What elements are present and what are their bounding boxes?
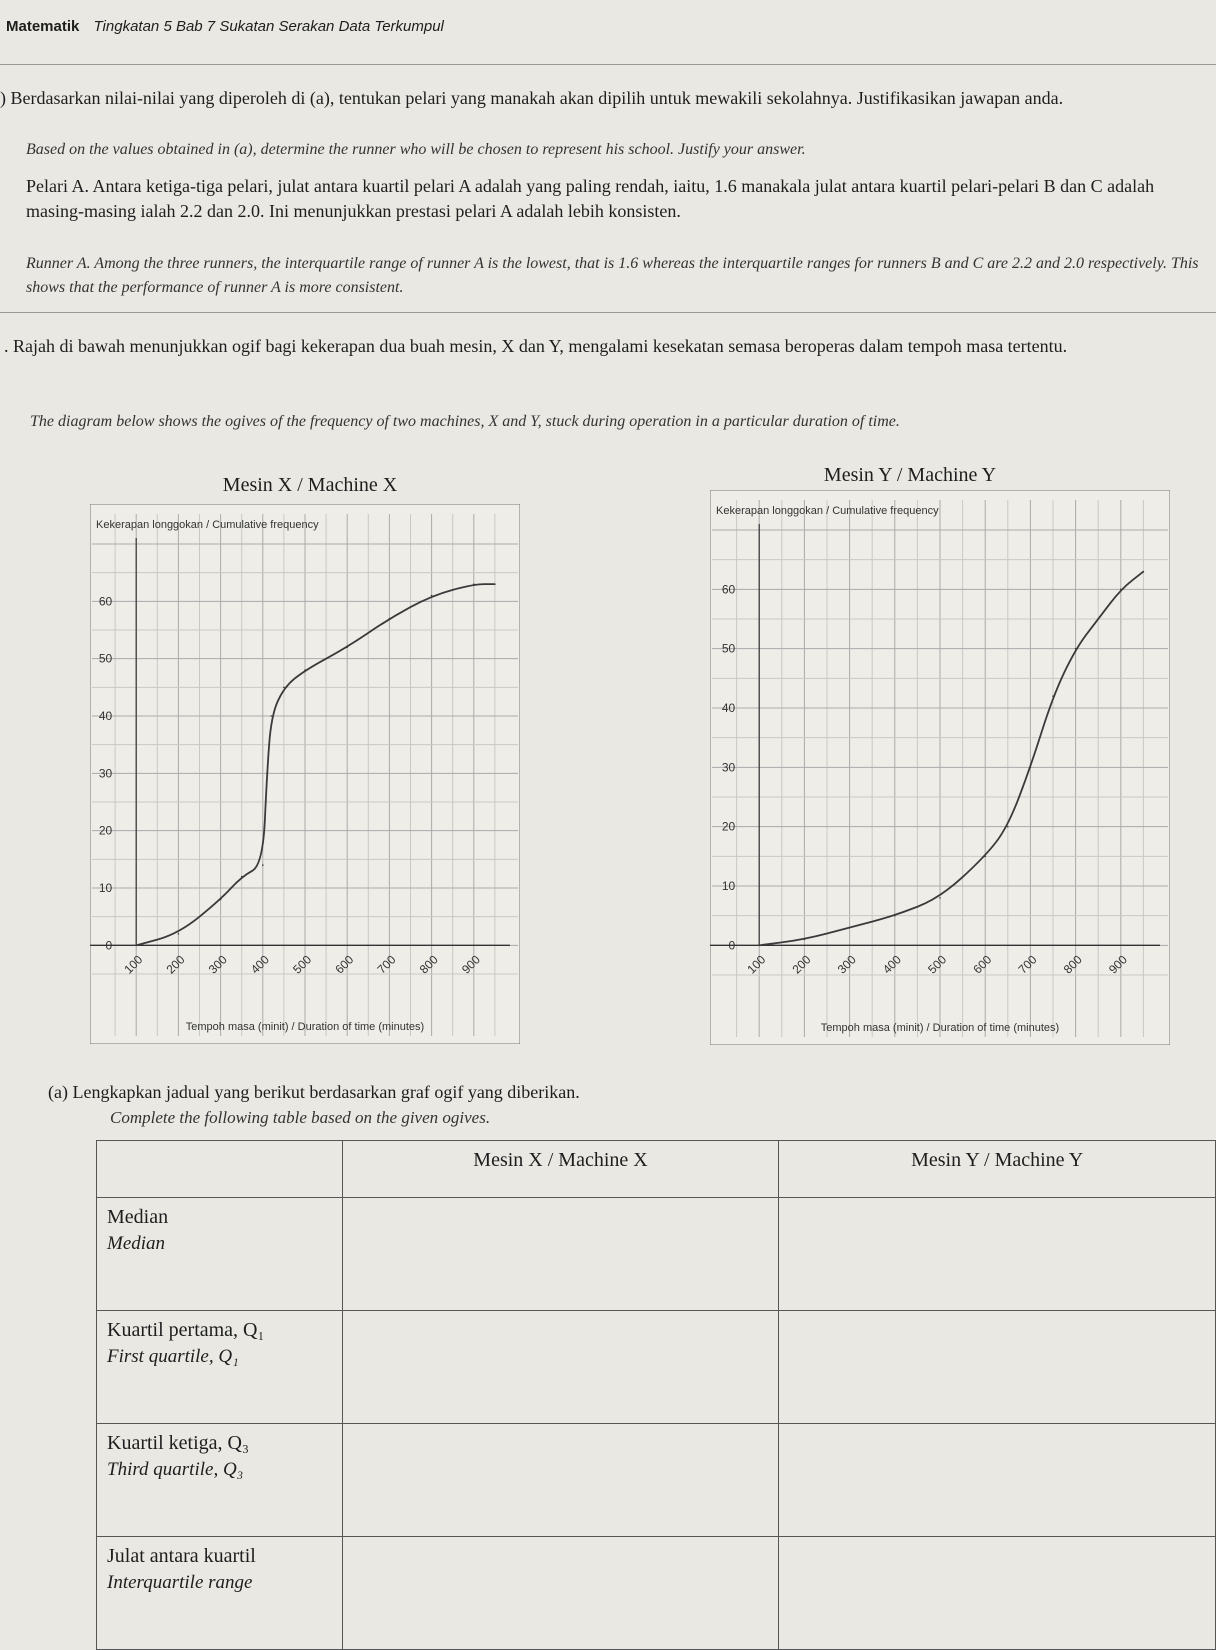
table-header-machine-y: Mesin Y / Machine Y: [779, 1141, 1216, 1198]
x-tick-label: 600: [332, 952, 357, 977]
table-corner: [97, 1141, 343, 1198]
y-tick-label: 40: [721, 701, 736, 715]
data-point: [431, 595, 433, 597]
data-point: [135, 945, 137, 947]
x-tick-label: 600: [970, 952, 995, 977]
data-point: [1030, 767, 1032, 769]
data-point: [1052, 695, 1054, 697]
x-tick-label: 100: [744, 952, 769, 977]
x-tick-label: 400: [247, 952, 273, 977]
y-tick-label: 10: [721, 879, 736, 893]
x-tick-label: 700: [374, 952, 399, 977]
y-tick-label: 40: [98, 709, 113, 723]
divider: [0, 312, 1216, 313]
data-point: [1097, 618, 1099, 620]
x-tick-label: 200: [163, 952, 188, 977]
answer-cell-x-q1[interactable]: [342, 1311, 779, 1424]
table-header-machine-x: Mesin X / Machine X: [342, 1141, 779, 1198]
part-b-answer-en: Runner A. Among the three runners, the interquartile range of runner A is the lowest, that is 1.6 whereas the interquartile ranges for runners B and C are 2.2 and 2.0 respectively. This shows that the performance of runner A is more consistent.: [26, 255, 1199, 296]
answer-table: [96, 1140, 1216, 1650]
x-tick-label: 300: [205, 952, 230, 977]
y-axis-label: Kekerapan longgokan / Cumulative frequency: [96, 519, 319, 531]
part-b-answer-ms: Pelari A. Antara ketiga-tiga pelari, julat antara kuartil pelari A adalah yang paling rendah, iaitu, 1.6 manakala julat antara kuartil pelari-pelari B dan C adalah masing-masing ialah 2.2 dan 2.0. Ini menunjukkan prestasi pelari A adalah lebih konsisten.: [26, 176, 1155, 221]
y-tick-label: 20: [98, 823, 113, 838]
data-point: [849, 927, 851, 929]
y-tick-label: 0: [105, 938, 113, 953]
divider: [0, 64, 1216, 65]
page-header: [6, 18, 444, 35]
x-axis-label: Tempoh masa (minit) / Duration of time (minutes): [820, 1022, 1060, 1034]
data-point: [266, 773, 268, 775]
chart-x-title: Mesin X / Machine X: [222, 474, 398, 496]
data-point: [304, 669, 306, 671]
y-tick-label: 30: [721, 760, 736, 775]
x-axis-label: Tempoh masa (minit) / Duration of time (minutes): [185, 1021, 425, 1033]
question-intro-en: The diagram below shows the ogives of the frequency of two machines, X and Y, stuck during operation in a particular duration of time.: [30, 413, 900, 430]
ogive-chart-machine-y: [710, 490, 1170, 1045]
x-tick-label: 700: [1015, 952, 1040, 977]
x-tick-label: 200: [789, 952, 814, 977]
y-tick-label: 50: [98, 651, 113, 666]
data-point: [1143, 571, 1145, 573]
part-b-question-en: Based on the values obtained in (a), determine the runner who will be chosen to represent his school. Justify your answer.: [26, 141, 806, 158]
data-point: [241, 876, 243, 878]
data-point: [804, 939, 806, 941]
data-point: [758, 945, 760, 947]
data-point: [270, 715, 272, 717]
answer-cell-x-iqr[interactable]: [342, 1537, 779, 1650]
x-tick-label: 800: [416, 952, 441, 977]
y-tick-label: 20: [721, 819, 736, 834]
header-title: Matematik: [6, 18, 80, 35]
x-tick-label: 500: [290, 952, 315, 977]
data-point: [178, 933, 180, 935]
data-point: [346, 646, 348, 648]
x-tick-label: 900: [458, 952, 484, 977]
part-b-question-ms: ) Berdasarkan nilai-nilai yang diperoleh di (a), tentukan pelari yang manakah akan dipilih untuk mewakili sekolahnya. Justifikasikan jawapan anda.: [0, 88, 1064, 108]
row-label: Julat antara kuartil Interquartile range: [97, 1537, 343, 1650]
row-label: Kuartil ketiga, Q₃ Third quartile, Q₃: [97, 1424, 343, 1537]
y-tick-label: 30: [98, 766, 113, 781]
x-tick-label: 900: [1105, 952, 1131, 977]
question-intro-ms: . Rajah di bawah menunjukkan ogif bagi kekerapan dua buah mesin, X dan Y, mengalami kesekatan semasa beroperas dalam tempoh masa tertentu.: [4, 336, 1068, 356]
data-point: [389, 618, 391, 620]
chart-y-title: Mesin Y / Machine Y: [823, 464, 997, 486]
answer-cell-y-median[interactable]: [779, 1198, 1216, 1311]
x-tick-label: 100: [121, 952, 146, 977]
x-tick-label: 500: [925, 952, 950, 977]
data-point: [984, 856, 986, 858]
data-point: [1120, 589, 1122, 591]
y-axis-label: Kekerapan longgokan / Cumulative frequency: [716, 505, 939, 517]
answer-cell-y-q3[interactable]: [779, 1424, 1216, 1537]
answer-cell-y-q1[interactable]: [779, 1311, 1216, 1424]
y-tick-label: 60: [98, 594, 113, 609]
x-tick-label: 300: [834, 952, 859, 977]
data-point: [494, 583, 496, 585]
data-point: [1007, 826, 1009, 828]
data-point: [939, 897, 941, 899]
data-point: [283, 687, 285, 689]
table-row: [97, 1537, 1216, 1650]
answer-cell-x-median[interactable]: [342, 1198, 779, 1311]
y-tick-label: 50: [721, 641, 736, 656]
data-point: [220, 899, 222, 901]
table-row: [97, 1198, 1216, 1311]
row-label: Median Median: [97, 1198, 343, 1311]
part-a-instruction-en: Complete the following table based on the given ogives.: [110, 1108, 491, 1127]
y-tick-label: 0: [728, 938, 736, 953]
data-point: [894, 915, 896, 917]
x-tick-label: 400: [879, 952, 905, 977]
table-row: [97, 1424, 1216, 1537]
data-point: [1075, 648, 1077, 650]
answer-cell-x-q3[interactable]: [342, 1424, 779, 1537]
y-tick-label: 60: [721, 582, 736, 597]
x-tick-label: 800: [1060, 952, 1085, 977]
data-point: [473, 583, 475, 585]
ogive-chart-machine-x: [90, 504, 520, 1044]
y-tick-label: 10: [98, 881, 113, 895]
table-row: [97, 1311, 1216, 1424]
row-label: Kuartil pertama, Q₁ First quartile, Q₁: [97, 1311, 343, 1424]
data-point: [262, 864, 264, 866]
header-subtitle: Tingkatan 5 Bab 7 Sukatan Serakan Data Terkumpul: [93, 18, 444, 35]
answer-cell-y-iqr[interactable]: [779, 1537, 1216, 1650]
part-a-instruction: (a) Lengkapkan jadual yang berikut berdasarkan graf ogif yang diberikan.: [48, 1082, 580, 1102]
